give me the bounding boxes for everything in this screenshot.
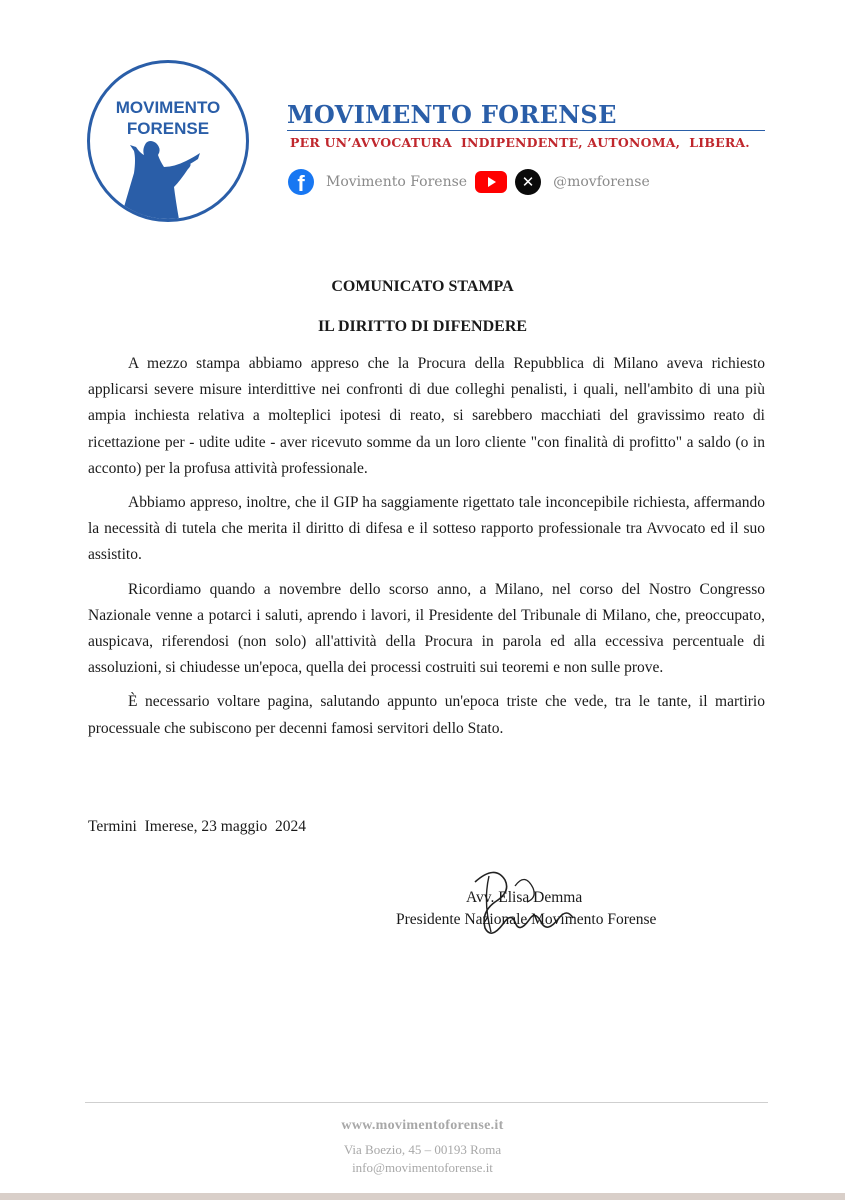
signer-role: Presidente Nazionale Movimento Forense	[396, 911, 657, 928]
body-paragraph: A mezzo stampa abbiamo appreso che la Procura della Repubblica di Milano aveva richiesto applicarsi severe misure interdittive nei confronti di due colleghi penalisti, i quali, nell'ambito di una più ampia inchiesta relativa a molteplici ipotesi di reato, si sarebbero macchiati del gravissimo reato di ricettazione per - udite udite - aver ricevuto somme da un loro cliente "con finalità di profitto" a saldo (o in acconto) per la profusa attività professionale.	[88, 355, 765, 477]
footer-website[interactable]: www.movimentoforense.it	[341, 1118, 504, 1133]
document-title: IL DIRITTO DI DIFENDERE	[317, 318, 528, 335]
body-paragraph: Ricordiamo quando a novembre dello scorso anno, a Milano, nel corso del Nostro Congresso Nazionale venne a potarci i saluti, aprendo i lavori, il Presidente del Tribunale di Milano, che, preoccupato, auspicava, riferendosi (non solo) all'attività della Procura in parola ed alla eccessiva percentuale di assoluzioni, si chiudesse un'epoca, quella dei processi costruiti sui teoremi e non sulle prove.	[88, 580, 765, 677]
document-body	[88, 351, 765, 750]
organization-tagline: PER UN’AVVOCATURA INDIPENDENTE, AUTONOMA, LIBERA.	[290, 135, 750, 150]
lawyer-figure-icon	[90, 63, 249, 222]
footer-divider	[85, 1102, 768, 1103]
document-type-heading: COMUNICATO STAMPA	[331, 278, 514, 295]
footer-email[interactable]: info@movimentoforense.it	[352, 1160, 493, 1175]
organization-title: MOVIMENTO FORENSE	[287, 100, 617, 129]
social-handle[interactable]: @movforense	[553, 174, 650, 190]
youtube-icon[interactable]	[475, 171, 507, 193]
body-paragraph: È necessario voltare pagina, salutando appunto un'epoca triste che vede, tra le tante, il martirio processuale che subiscono per decenni famosi servitori dello Stato.	[88, 693, 765, 737]
footer-address: Via Boezio, 45 – 00193 Roma	[343, 1142, 502, 1157]
photo-bottom-edge	[0, 1193, 845, 1200]
x-icon[interactable]: ✕	[515, 169, 541, 195]
logo	[87, 60, 249, 222]
facebook-icon[interactable]: f	[288, 169, 314, 195]
title-underline	[287, 130, 765, 131]
facebook-label[interactable]: Movimento Forense	[326, 174, 468, 190]
logo-line-1: MOVIMENTO	[115, 98, 221, 117]
social-links	[288, 168, 650, 196]
place-and-date: Termini Imerese, 23 maggio 2024	[88, 818, 307, 835]
signer-name: Avv. Elisa Demma	[466, 889, 583, 906]
logo-line-2: FORENSE	[126, 119, 210, 138]
body-paragraph: Abbiamo appreso, inoltre, che il GIP ha saggiamente rigettato tale inconcepibile richiesta, affermando la necessità di tutela che merita il diritto di difesa e il sotteso rapporto professionale tra Avvocato ed il suo assistito.	[88, 494, 765, 564]
